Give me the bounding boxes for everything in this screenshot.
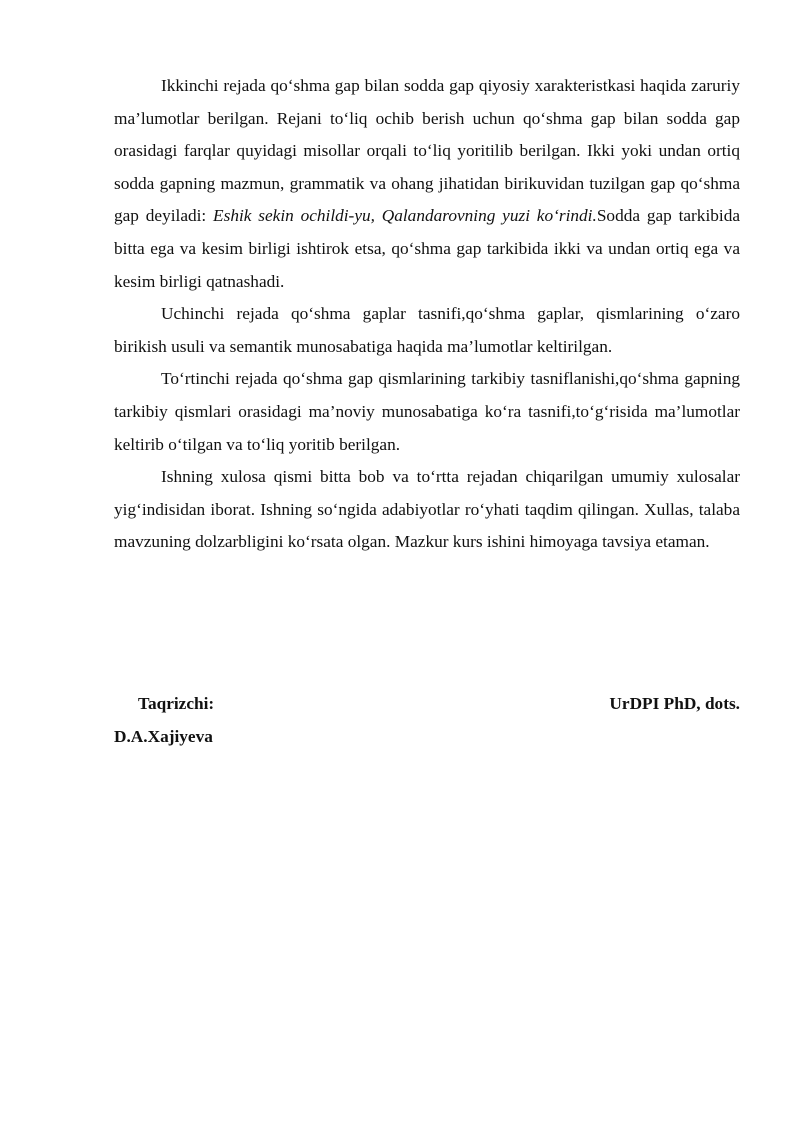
paragraph-text: To‘rtinchi rejada qo‘shma gap qismlarining tarkibiy tasniflanishi,qo‘shma gapning tarkibiy qismlari orasidagi ma’noviy munosabatiga ko‘ra tasnifi,to‘g‘risida ma’lumotlar keltirib o‘tilgan va to‘liq yoritib berilgan. bbox=[114, 369, 740, 454]
signature-block bbox=[114, 688, 740, 753]
signature-row bbox=[114, 688, 740, 721]
paragraph-text: Ishning xulosa qismi bitta bob va to‘rtta rejadan chiqarilgan umumiy xulosalar yig‘indisidan iborat. Ishning so‘ngida adabiyotlar ro‘yhati taqdim qilingan. Xullas, talaba mavzuning dolzarbligini ko‘rsata olgan. Mazkur kurs ishini himoyaga tavsiya etaman. bbox=[114, 467, 740, 552]
paragraph-plan-two bbox=[114, 70, 740, 298]
example-sentence: Eshik sekin ochildi-yu, Qalandarovning yuzi ko‘rindi. bbox=[213, 206, 597, 226]
paragraph-plan-three bbox=[114, 298, 740, 363]
paragraph-text: Sodda gap tarkibida bitta ega va kesim birligi ishtirok etsa, qo‘shma gap tarkibida ikki va undan ortiq ega va kesim birligi qatnashadi. bbox=[114, 206, 741, 291]
paragraph-text: Uchinchi rejada qo‘shma gaplar tasnifi,qo‘shma gaplar, qismlarining o‘zaro birikish usuli va semantik munosabatiga haqida ma’lumotlar keltirilgan. bbox=[114, 304, 740, 356]
reviewer-name: D.A.Xajiyeva bbox=[114, 726, 213, 746]
paragraph-text: Ikkinchi rejada qo‘shma gap bilan sodda gap qiyosiy xarakteristkasi haqida zaruriy ma’lumotlar berilgan. Rejani to‘liq ochib berish uchun qo‘shma gap bilan sodda gap orasidagi farqlar quyidagi misollar orqali to‘liq yoritilib berilgan. Ikki yoki undan ortiq sodda gapning mazmun, grammatik va ohang jihatidan birikuvidan tuzilgan gap qo‘shma gap deyiladi: bbox=[114, 76, 740, 226]
reviewer-title: UrDPI PhD, dots. bbox=[609, 694, 740, 713]
paragraph-plan-four bbox=[114, 363, 740, 461]
paragraph-conclusion bbox=[114, 461, 740, 559]
reviewer-label: Taqrizchi: bbox=[138, 694, 215, 713]
document-body bbox=[114, 70, 740, 559]
